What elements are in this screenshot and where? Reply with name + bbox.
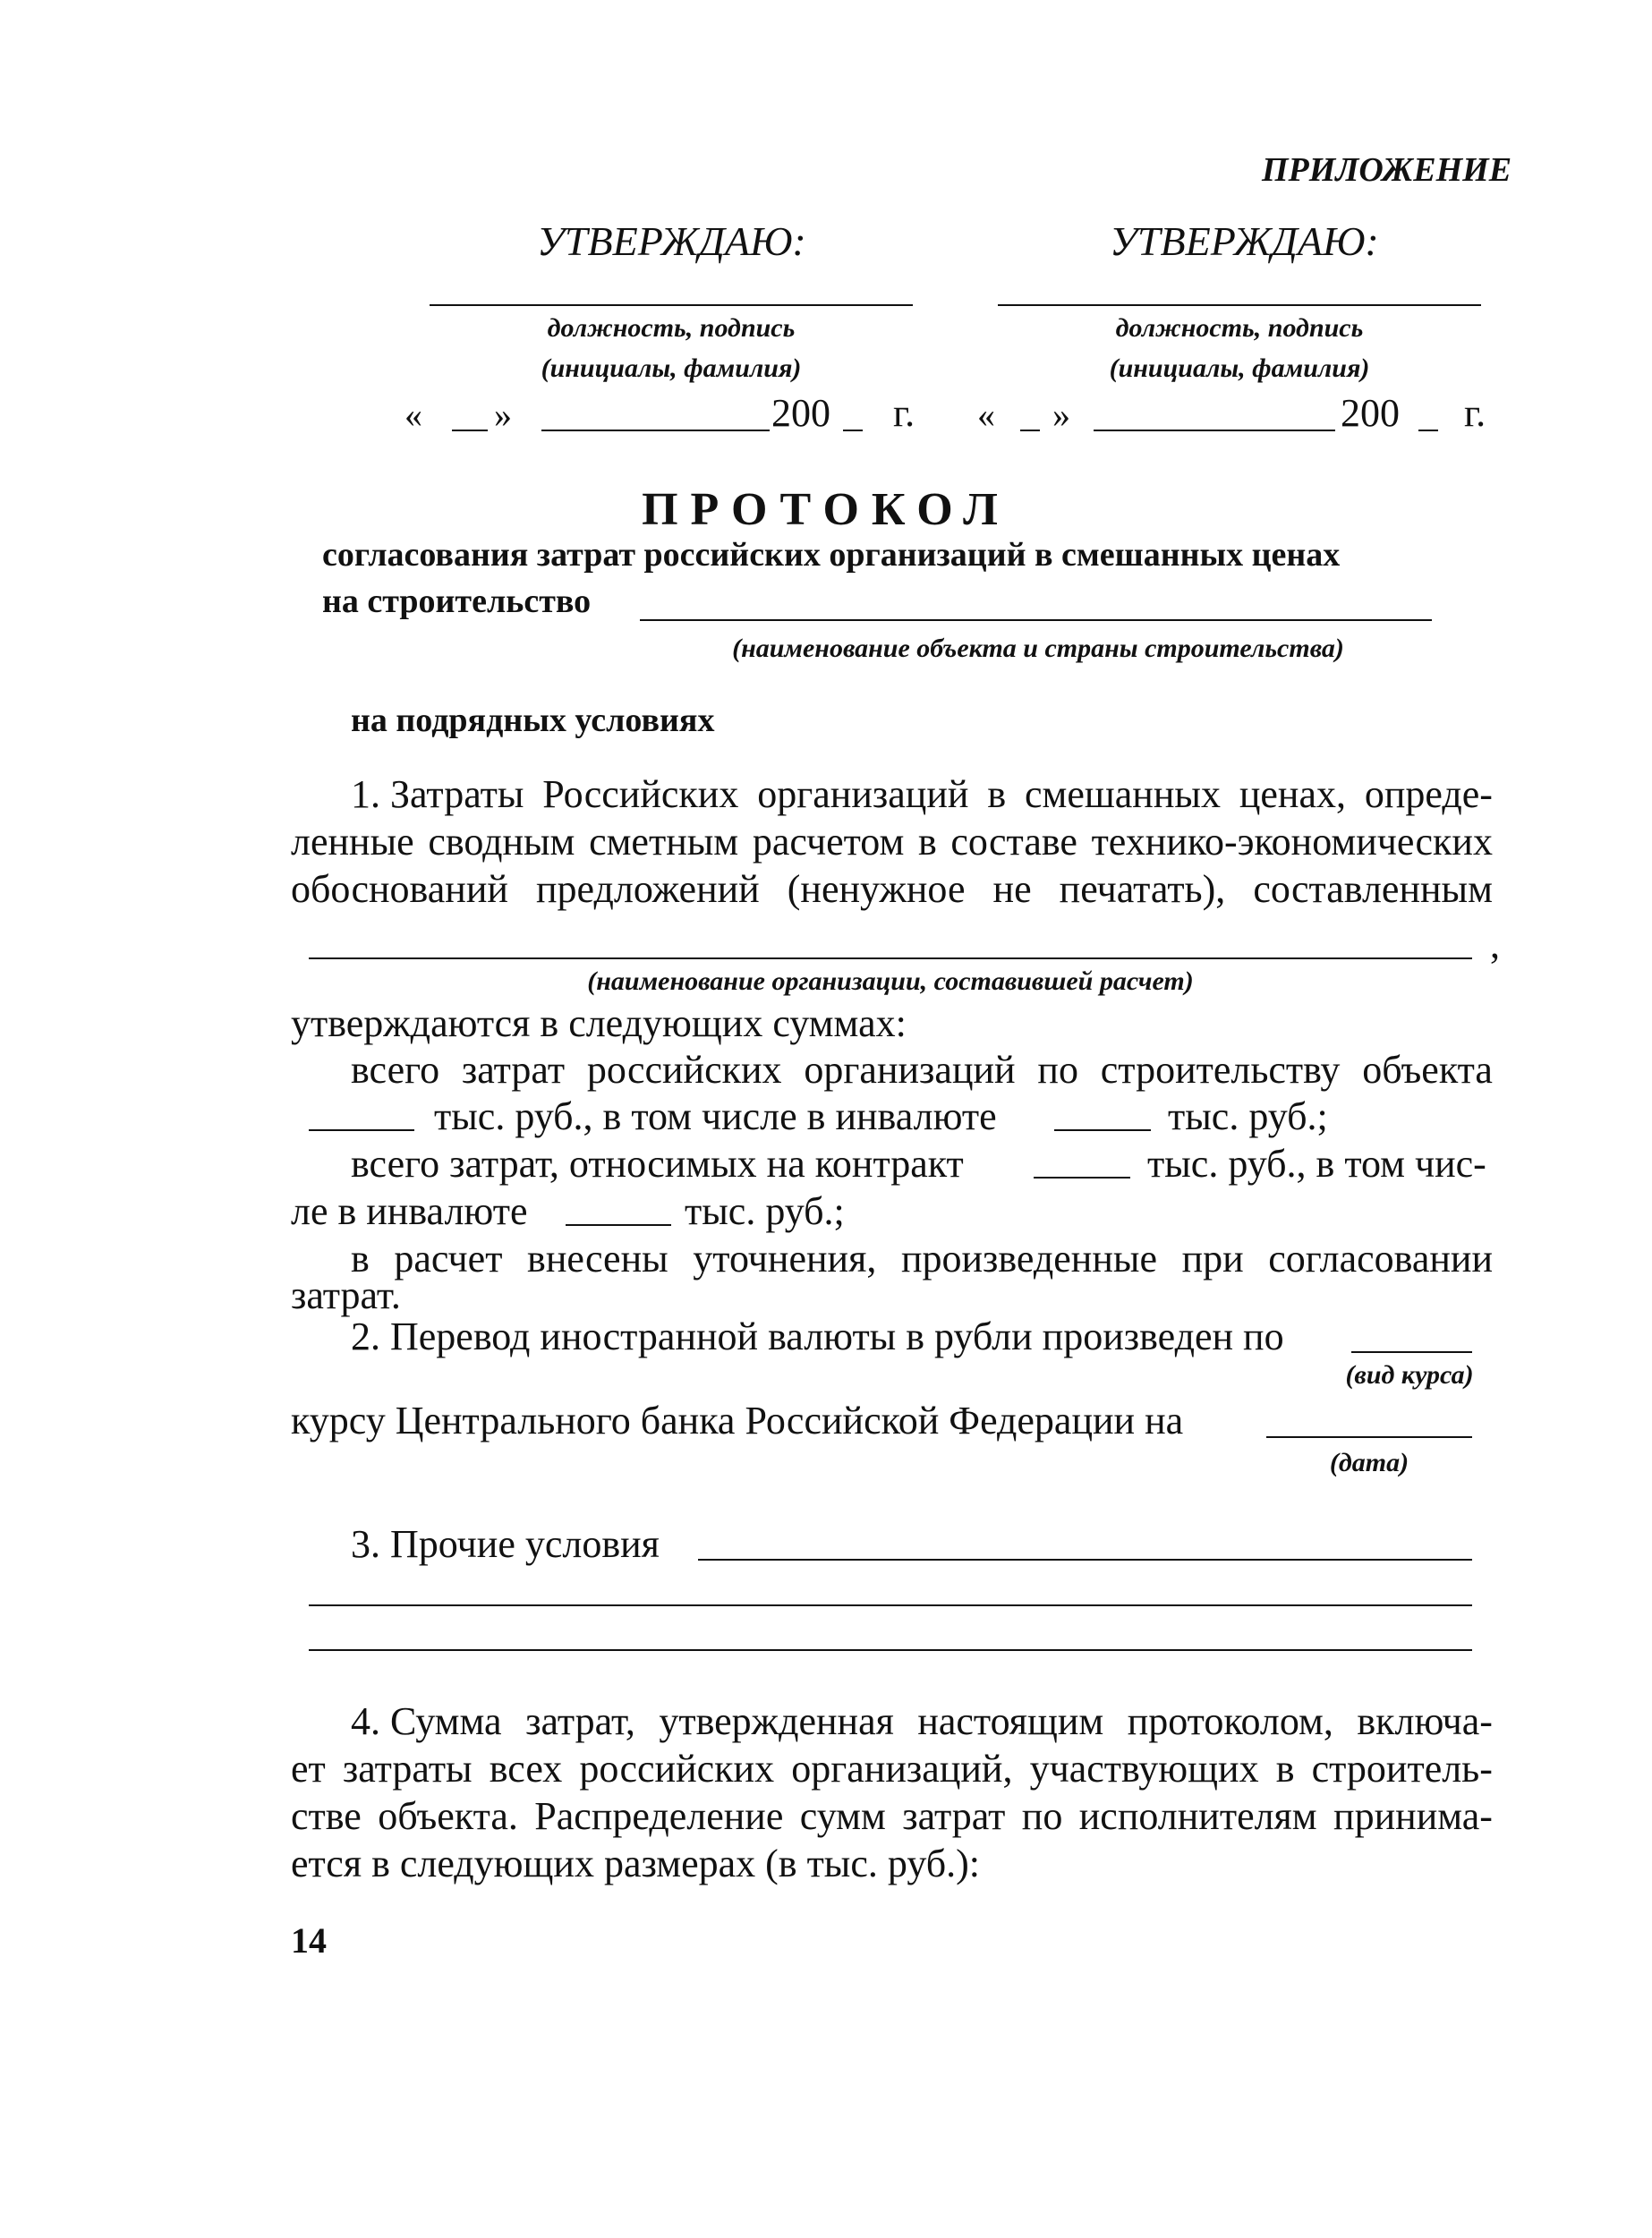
name-caption-left: (инициалы, фамилия) <box>541 353 802 383</box>
signature-caption-left: должность, подпись <box>547 313 796 343</box>
year-suffix: г. <box>893 391 915 435</box>
other-conditions-blank-2 <box>309 1604 1472 1606</box>
document-title: ПРОТОКОЛ <box>642 484 1010 535</box>
section4-line3: стве объекта. Распределение сумм затрат по исполнителям принима- <box>291 1794 1493 1838</box>
section4-line2: ет затраты всех российских организаций, участвующих в строитель- <box>291 1747 1493 1791</box>
signature-caption-right: должность, подпись <box>1115 313 1364 343</box>
date-blank <box>1266 1436 1472 1438</box>
year-blank <box>843 430 863 431</box>
total-amount-blank <box>309 1129 414 1131</box>
year-suffix: г. <box>1464 391 1486 435</box>
approval-heading-left: УТВЕРЖДАЮ: <box>537 218 806 264</box>
document-subtitle-line2: на строительство <box>322 583 592 620</box>
page-number: 14 <box>291 1920 327 1961</box>
name-caption-right: (инициалы, фамилия) <box>1109 353 1370 383</box>
section4-line1: 4. Сумма затрат, утвержденная настоящим протоколом, включа- <box>351 1699 1493 1743</box>
section1-line6a: тыс. руб., в том числе в инвалюте <box>434 1094 997 1138</box>
section1-line8a: ле в инвалюте <box>291 1189 528 1233</box>
close-quote: » <box>494 395 512 435</box>
section2-line1: 2. Перевод иностранной валюты в рубли произведен по <box>351 1315 1284 1358</box>
section1-line6b: тыс. руб.; <box>1168 1094 1328 1138</box>
day-blank <box>1020 430 1040 431</box>
trailing-comma: , <box>1490 923 1500 966</box>
open-quote: « <box>977 395 995 435</box>
conditions-heading: на подрядных условиях <box>351 702 715 739</box>
day-blank <box>452 430 488 431</box>
organization-caption: (наименование организации, составившей расчет) <box>587 966 1194 996</box>
section4-line4: ется в следующих размерах (в тыс. руб.): <box>291 1842 980 1885</box>
section1-line3: обоснований предложений (ненужное не печатать), составленным <box>291 867 1493 911</box>
signature-line-right <box>998 304 1481 306</box>
year-prefix: 200 <box>1341 391 1400 435</box>
section1-line4: утверждаются в следующих суммах: <box>291 1001 907 1045</box>
section1-line10: затрат. <box>291 1273 401 1317</box>
section1-line7b: тыс. руб., в том чис- <box>1147 1142 1486 1186</box>
year-prefix: 200 <box>771 391 830 435</box>
section1-line2: ленные сводным сметным расчетом в составе технико-экономических <box>291 820 1493 864</box>
rate-type-blank <box>1351 1351 1472 1353</box>
section3-line1: 3. Прочие условия <box>351 1522 660 1566</box>
month-blank <box>541 430 770 431</box>
close-quote: » <box>1052 395 1070 435</box>
section1-line5: всего затрат российских организаций по строительству объекта <box>351 1048 1493 1092</box>
section1-line1: 1. Затраты Российских организаций в смешанных ценах, опреде- <box>351 772 1493 816</box>
section1-line9: в расчет внесены уточнения, произведенные при согласовании <box>351 1237 1493 1281</box>
section1-line8b: тыс. руб.; <box>685 1189 845 1233</box>
section2-line2: курсу Центрального банка Российской Федерации на <box>291 1399 1184 1442</box>
signature-line-left <box>430 304 913 306</box>
rate-type-caption: (вид курса) <box>1345 1360 1474 1390</box>
year-blank <box>1418 430 1438 431</box>
date-caption: (дата) <box>1329 1448 1409 1477</box>
section1-line7a: всего затрат, относимых на контракт <box>351 1142 964 1186</box>
approval-heading-right: УТВЕРЖДАЮ: <box>1110 218 1379 264</box>
document-subtitle-line1: согласования затрат российских организаций в смешанных ценах <box>322 536 1341 574</box>
contract-amount-blank <box>1034 1177 1130 1179</box>
other-conditions-blank-3 <box>309 1649 1472 1651</box>
appendix-label: ПРИЛОЖЕНИЕ <box>1262 151 1512 189</box>
object-name-blank <box>640 619 1432 621</box>
other-conditions-blank-1 <box>698 1559 1472 1561</box>
total-currency-blank <box>1054 1129 1151 1131</box>
month-blank <box>1094 430 1335 431</box>
contract-currency-blank <box>566 1224 671 1226</box>
organization-blank <box>309 957 1472 959</box>
object-caption: (наименование объекта и страны строительства) <box>732 634 1344 663</box>
open-quote: « <box>404 395 422 435</box>
